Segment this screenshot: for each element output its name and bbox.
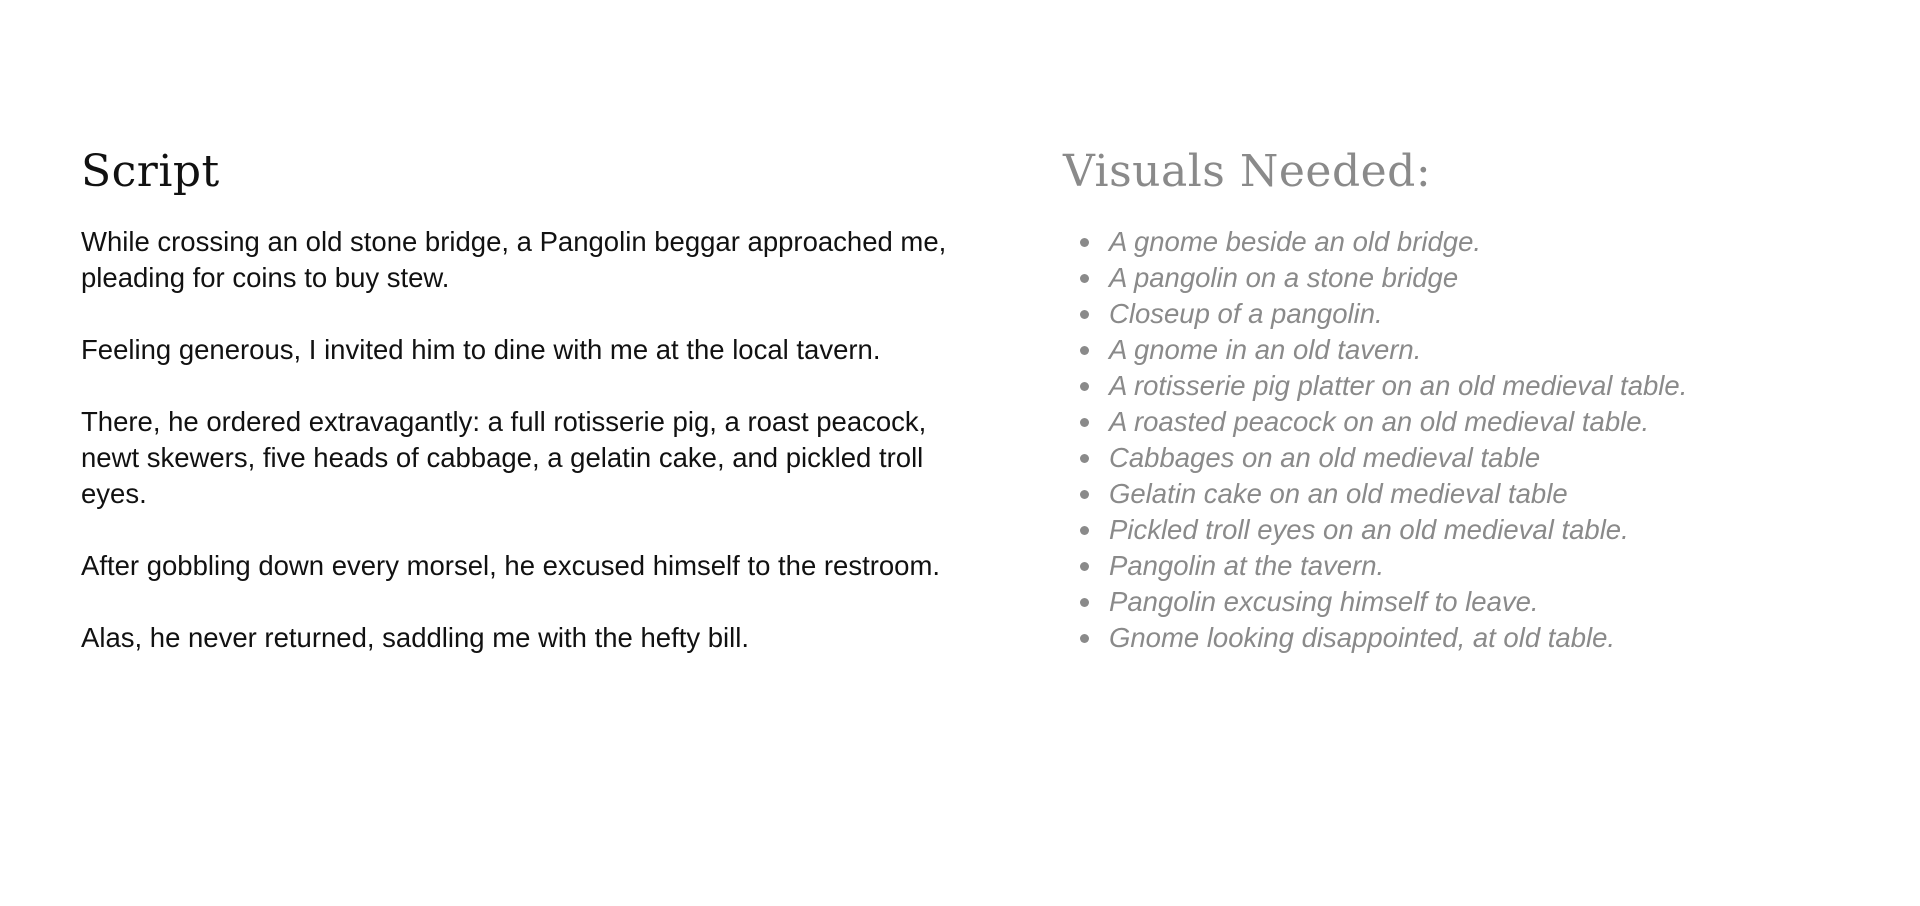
script-paragraph: Alas, he never returned, saddling me with the hefty bill. — [81, 622, 750, 653]
script-paragraph: While crossing an old stone bridge, a Pangolin beggar approached me, pleading for coins to buy stew. — [81, 226, 947, 293]
list-item-text: Gelatin cake on an old medieval table — [1109, 478, 1568, 509]
bullet-icon — [1080, 310, 1089, 319]
visuals-column — [1063, 144, 1883, 656]
list-item — [1109, 548, 1883, 584]
list-item-text: Pickled troll eyes on an old medieval table. — [1109, 514, 1629, 545]
bullet-icon — [1080, 490, 1089, 499]
list-item-text: Pangolin excusing himself to leave. — [1109, 586, 1539, 617]
list-item — [1109, 224, 1883, 260]
bullet-icon — [1080, 598, 1089, 607]
bullet-icon — [1080, 454, 1089, 463]
list-item-text: A rotisserie pig platter on an old medieval table. — [1109, 370, 1688, 401]
list-item-text: Pangolin at the tavern. — [1109, 550, 1385, 581]
list-item — [1109, 440, 1883, 476]
script-paragraph: There, he ordered extravagantly: a full rotisserie pig, a roast peacock, newt skewers, five heads of cabbage, a gelatin cake, and pickled troll eyes. — [81, 406, 927, 509]
script-paragraph: After gobbling down every morsel, he excused himself to the restroom. — [81, 550, 941, 581]
bullet-icon — [1080, 526, 1089, 535]
list-item-text: Cabbages on an old medieval table — [1109, 442, 1541, 473]
list-item-text: Gnome looking disappointed, at old table. — [1109, 622, 1616, 653]
list-item-text: A roasted peacock on an old medieval table. — [1109, 406, 1650, 437]
list-item — [1109, 584, 1883, 620]
list-item — [1109, 296, 1883, 332]
script-paragraph: Feeling generous, I invited him to dine with me at the local tavern. — [81, 334, 881, 365]
script-column — [81, 144, 981, 692]
list-item — [1109, 620, 1883, 656]
bullet-icon — [1080, 238, 1089, 247]
list-item — [1109, 332, 1883, 368]
list-item-text: A gnome in an old tavern. — [1109, 334, 1422, 365]
list-item — [1109, 476, 1883, 512]
list-item-text: A pangolin on a stone bridge — [1109, 262, 1459, 293]
bullet-icon — [1080, 562, 1089, 571]
list-item — [1109, 512, 1883, 548]
script-heading: Script — [81, 146, 220, 197]
visuals-heading: Visuals Needed: — [1063, 146, 1432, 197]
list-item-text: Closeup of a pangolin. — [1109, 298, 1383, 329]
visuals-list — [1063, 224, 1883, 656]
bullet-icon — [1080, 634, 1089, 643]
bullet-icon — [1080, 346, 1089, 355]
list-item-text: A gnome beside an old bridge. — [1109, 226, 1482, 257]
bullet-icon — [1080, 382, 1089, 391]
bullet-icon — [1080, 274, 1089, 283]
bullet-icon — [1080, 418, 1089, 427]
list-item — [1109, 368, 1883, 404]
list-item — [1109, 404, 1883, 440]
list-item — [1109, 260, 1883, 296]
